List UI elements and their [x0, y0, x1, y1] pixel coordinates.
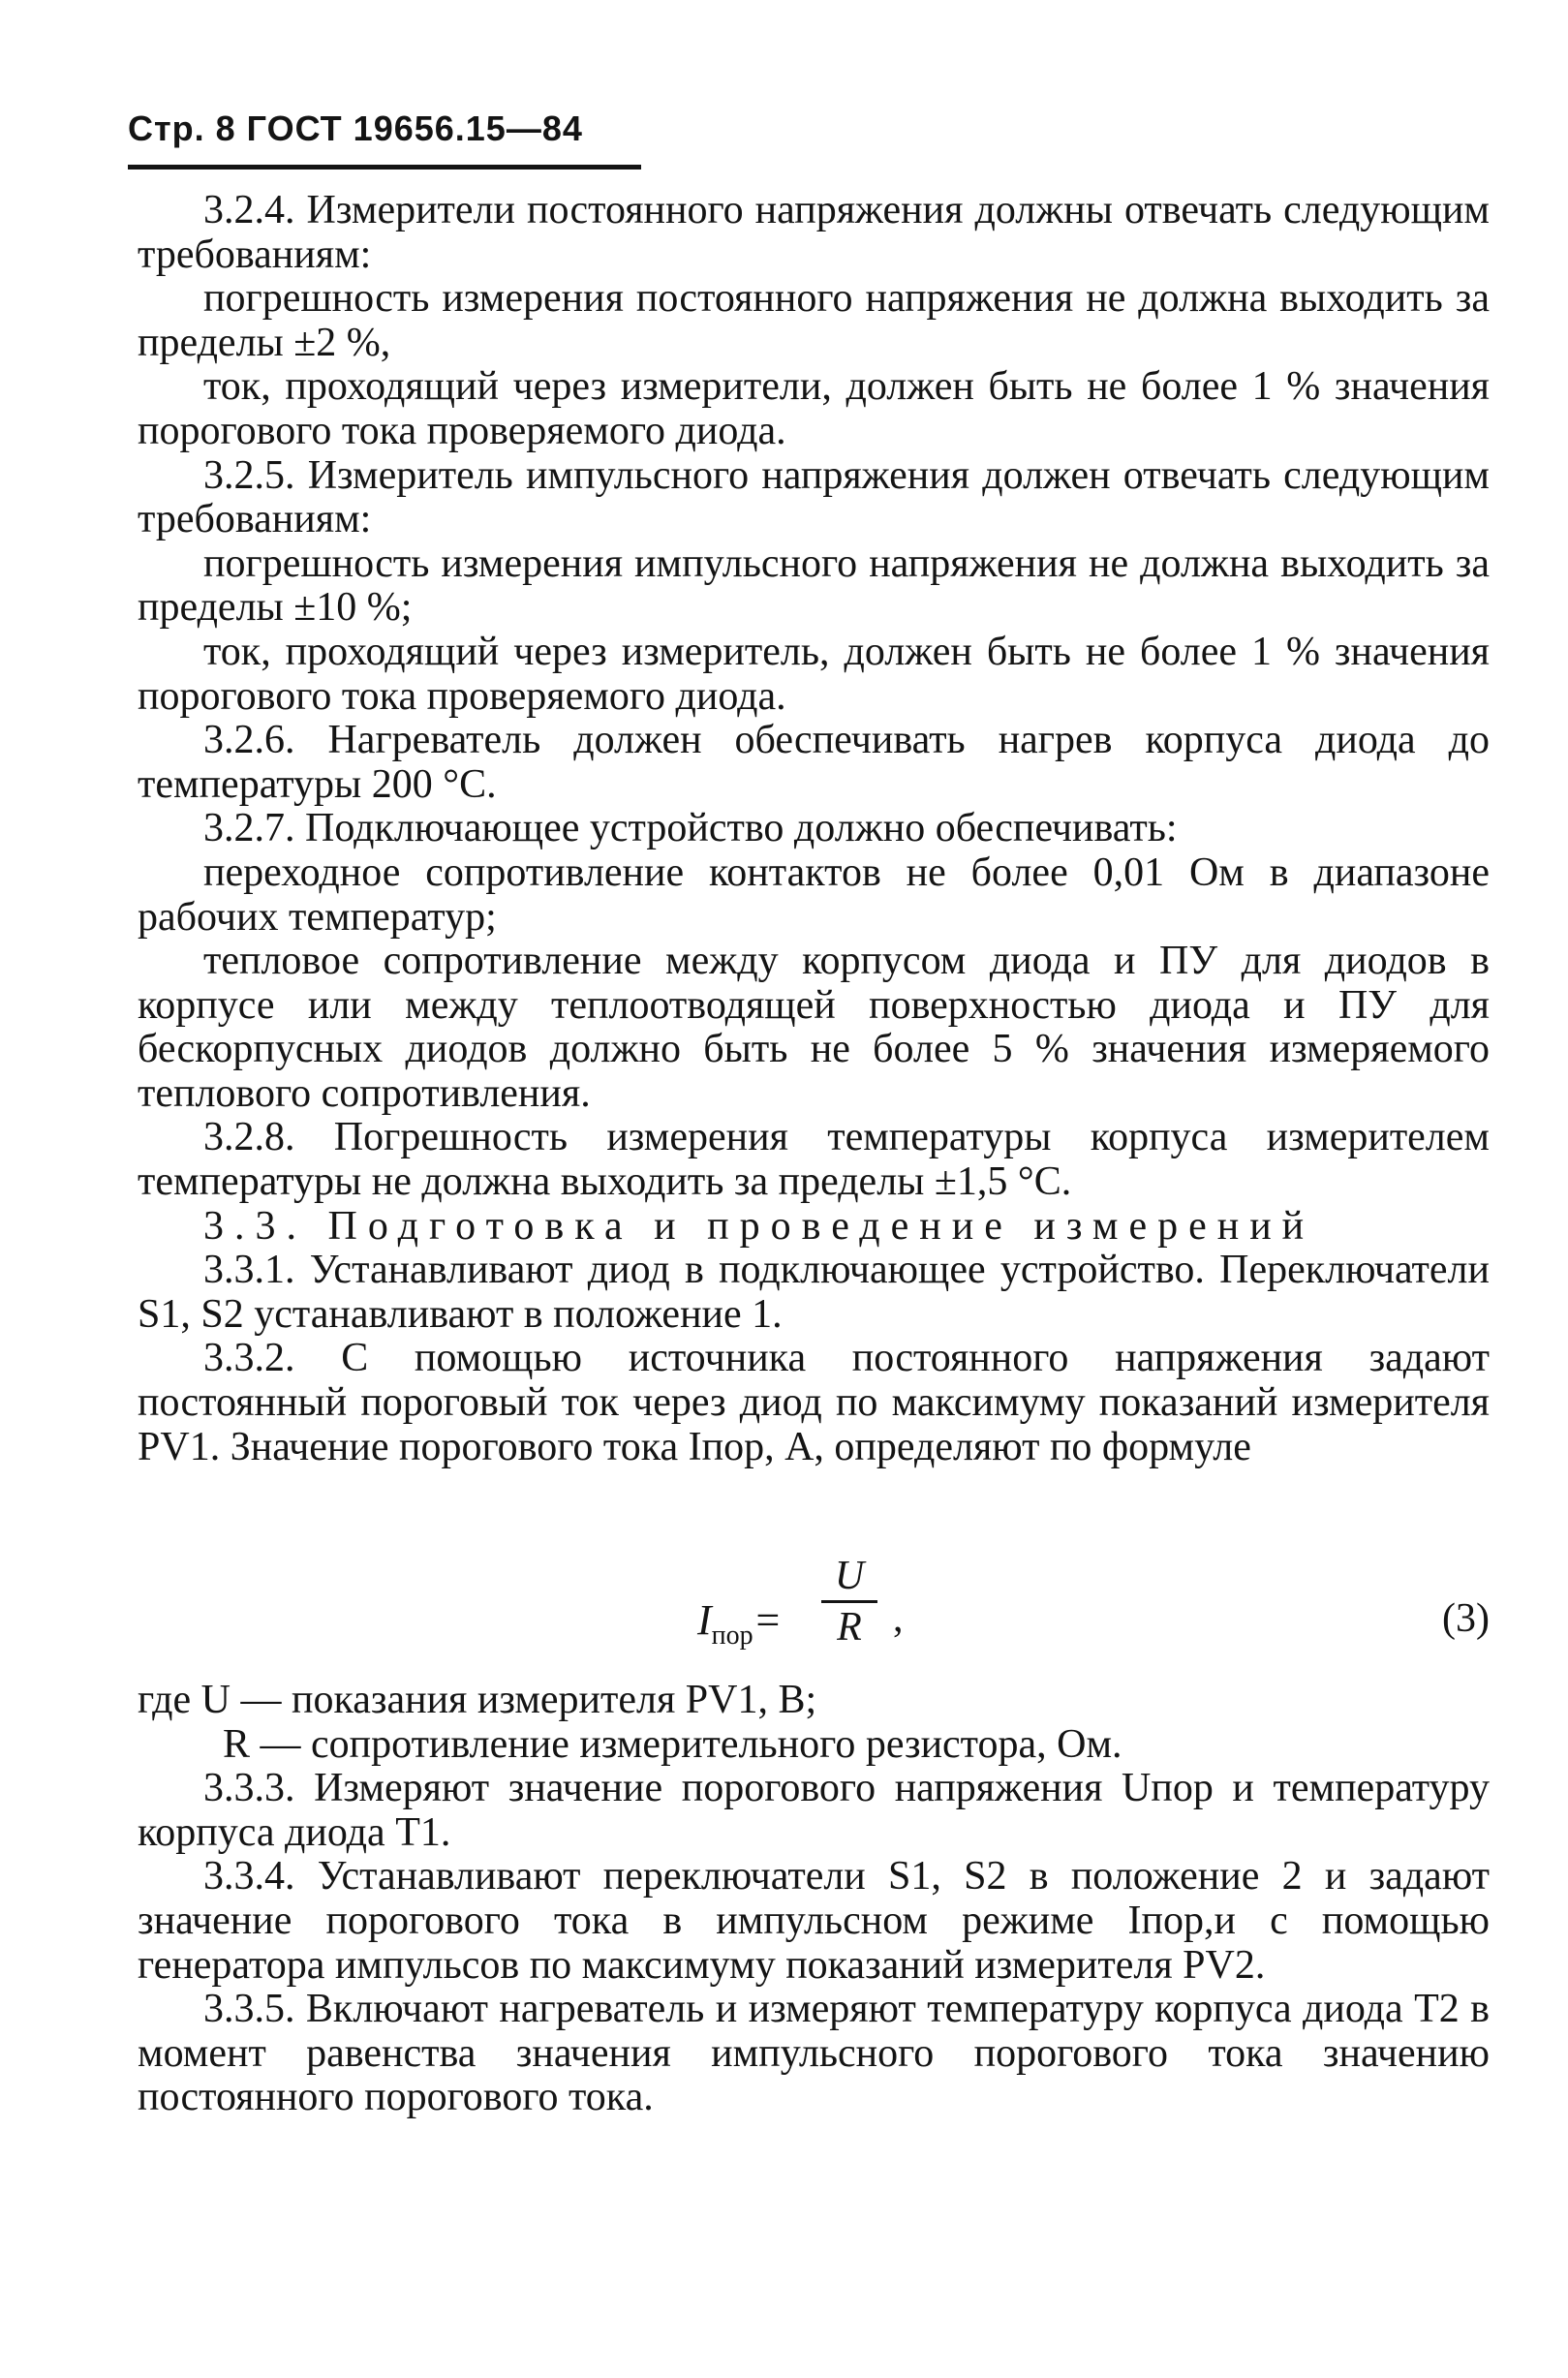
paragraph-3-2-4-req-2: ток, проходящий через измерители, должен быть не более 1 % значения порогового тока проверяемого диода.: [138, 364, 1490, 453]
formula-number: (3): [1442, 1596, 1490, 1641]
paragraph-3-3-5: 3.3.5. Включают нагреватель и измеряют температуру корпуса диода T2 в момент равенства значения импульсного порогового тока значению постоянного порогового тока.: [138, 1987, 1490, 2120]
formula-lhs: $I_{пор}=$: [697, 1596, 783, 1651]
paragraph-3-2-5: 3.2.5. Измеритель импульсного напряжения должен отвечать следующим требованиям:: [138, 452, 1490, 542]
paragraph-3-2-5-req-2: ток, проходящий через измеритель, должен быть не более 1 % значения порогового тока проверяемого диода.: [138, 629, 1490, 719]
paragraph-3-2-5-req-1: погрешность измерения импульсного напряжения не должна выходить за пределы ±10 %;: [138, 540, 1490, 631]
paragraph-3-2-8: 3.2.8. Погрешность измерения температуры корпуса измерителем температуры не должна выходить за пределы ±1,5 °С.: [138, 1115, 1490, 1205]
paragraph-3-2-4-req-1: погрешность измерения постоянного напряжения не должна выходить за пределы ±2 %,: [138, 276, 1490, 365]
page-header: Стр. 8 ГОСТ 19656.15—84: [128, 108, 583, 148]
paragraph-3-3-3: 3.3.3. Измеряют значение порогового напряжения Uпор и температуру корпуса диода T1.: [138, 1766, 1490, 1855]
paragraph-3-2-7-req-2: тепловое сопротивление между корпусом диода и ПУ для диодов в корпусе или между теплоотводящей поверхностью диода и ПУ для бескорпусных диодов должно быть не более 5 % значения измеряемого теплового сопротивления.: [138, 939, 1490, 1116]
formula-numerator: U: [834, 1554, 865, 1598]
where-line-r: R — сопротивление измерительного резистора, Ом.: [223, 1721, 1122, 1767]
paragraph-3-2-6: 3.2.6. Нагреватель должен обеспечивать нагрев корпуса диода до температуры 200 °С.: [138, 718, 1490, 807]
paragraph-3-2-7-req-1: переходное сопротивление контактов не более 0,01 Ом в диапазоне рабочих температур;: [138, 849, 1490, 940]
formula-comma: ,: [893, 1596, 904, 1641]
formula-denominator: R: [837, 1605, 862, 1650]
document-body-after-formula: [138, 1679, 1490, 2120]
paragraph-3-3-2: 3.3.2. С помощью источника постоянного напряжения задают постоянный пороговый ток через диод по максимуму показаний измерителя PV1. Значение порогового тока Iпор, А, определяют по формуле: [138, 1336, 1490, 1469]
section-heading-3-3: 3.3. Подготовка и проведение измерений: [203, 1203, 1315, 1249]
paragraph-3-3-4: 3.3.4. Устанавливают переключатели S1, S2 в положение 2 и задают значение порогового тока в импульсном режиме Iпор,и с помощью генератора импульсов по максимуму показаний измерителя PV2.: [138, 1854, 1490, 1988]
header-rule: [128, 165, 641, 170]
paragraph-3-2-4: 3.2.4. Измерители постоянного напряжения должны отвечать следующим требованиям:: [138, 188, 1490, 277]
formula-fraction: [821, 1552, 877, 1652]
formula-3: [668, 1552, 1490, 1678]
paragraph-3-2-7: 3.2.7. Подключающее устройство должно обеспечивать:: [203, 806, 1178, 851]
document-body: [138, 189, 1490, 1469]
paragraph-3-3-1: 3.3.1. Устанавливают диод в подключающее устройство. Переключатели S1, S2 устанавливают в положение 1.: [138, 1248, 1490, 1337]
where-line-u: где U — показания измерителя PV1, В;: [138, 1678, 817, 1722]
